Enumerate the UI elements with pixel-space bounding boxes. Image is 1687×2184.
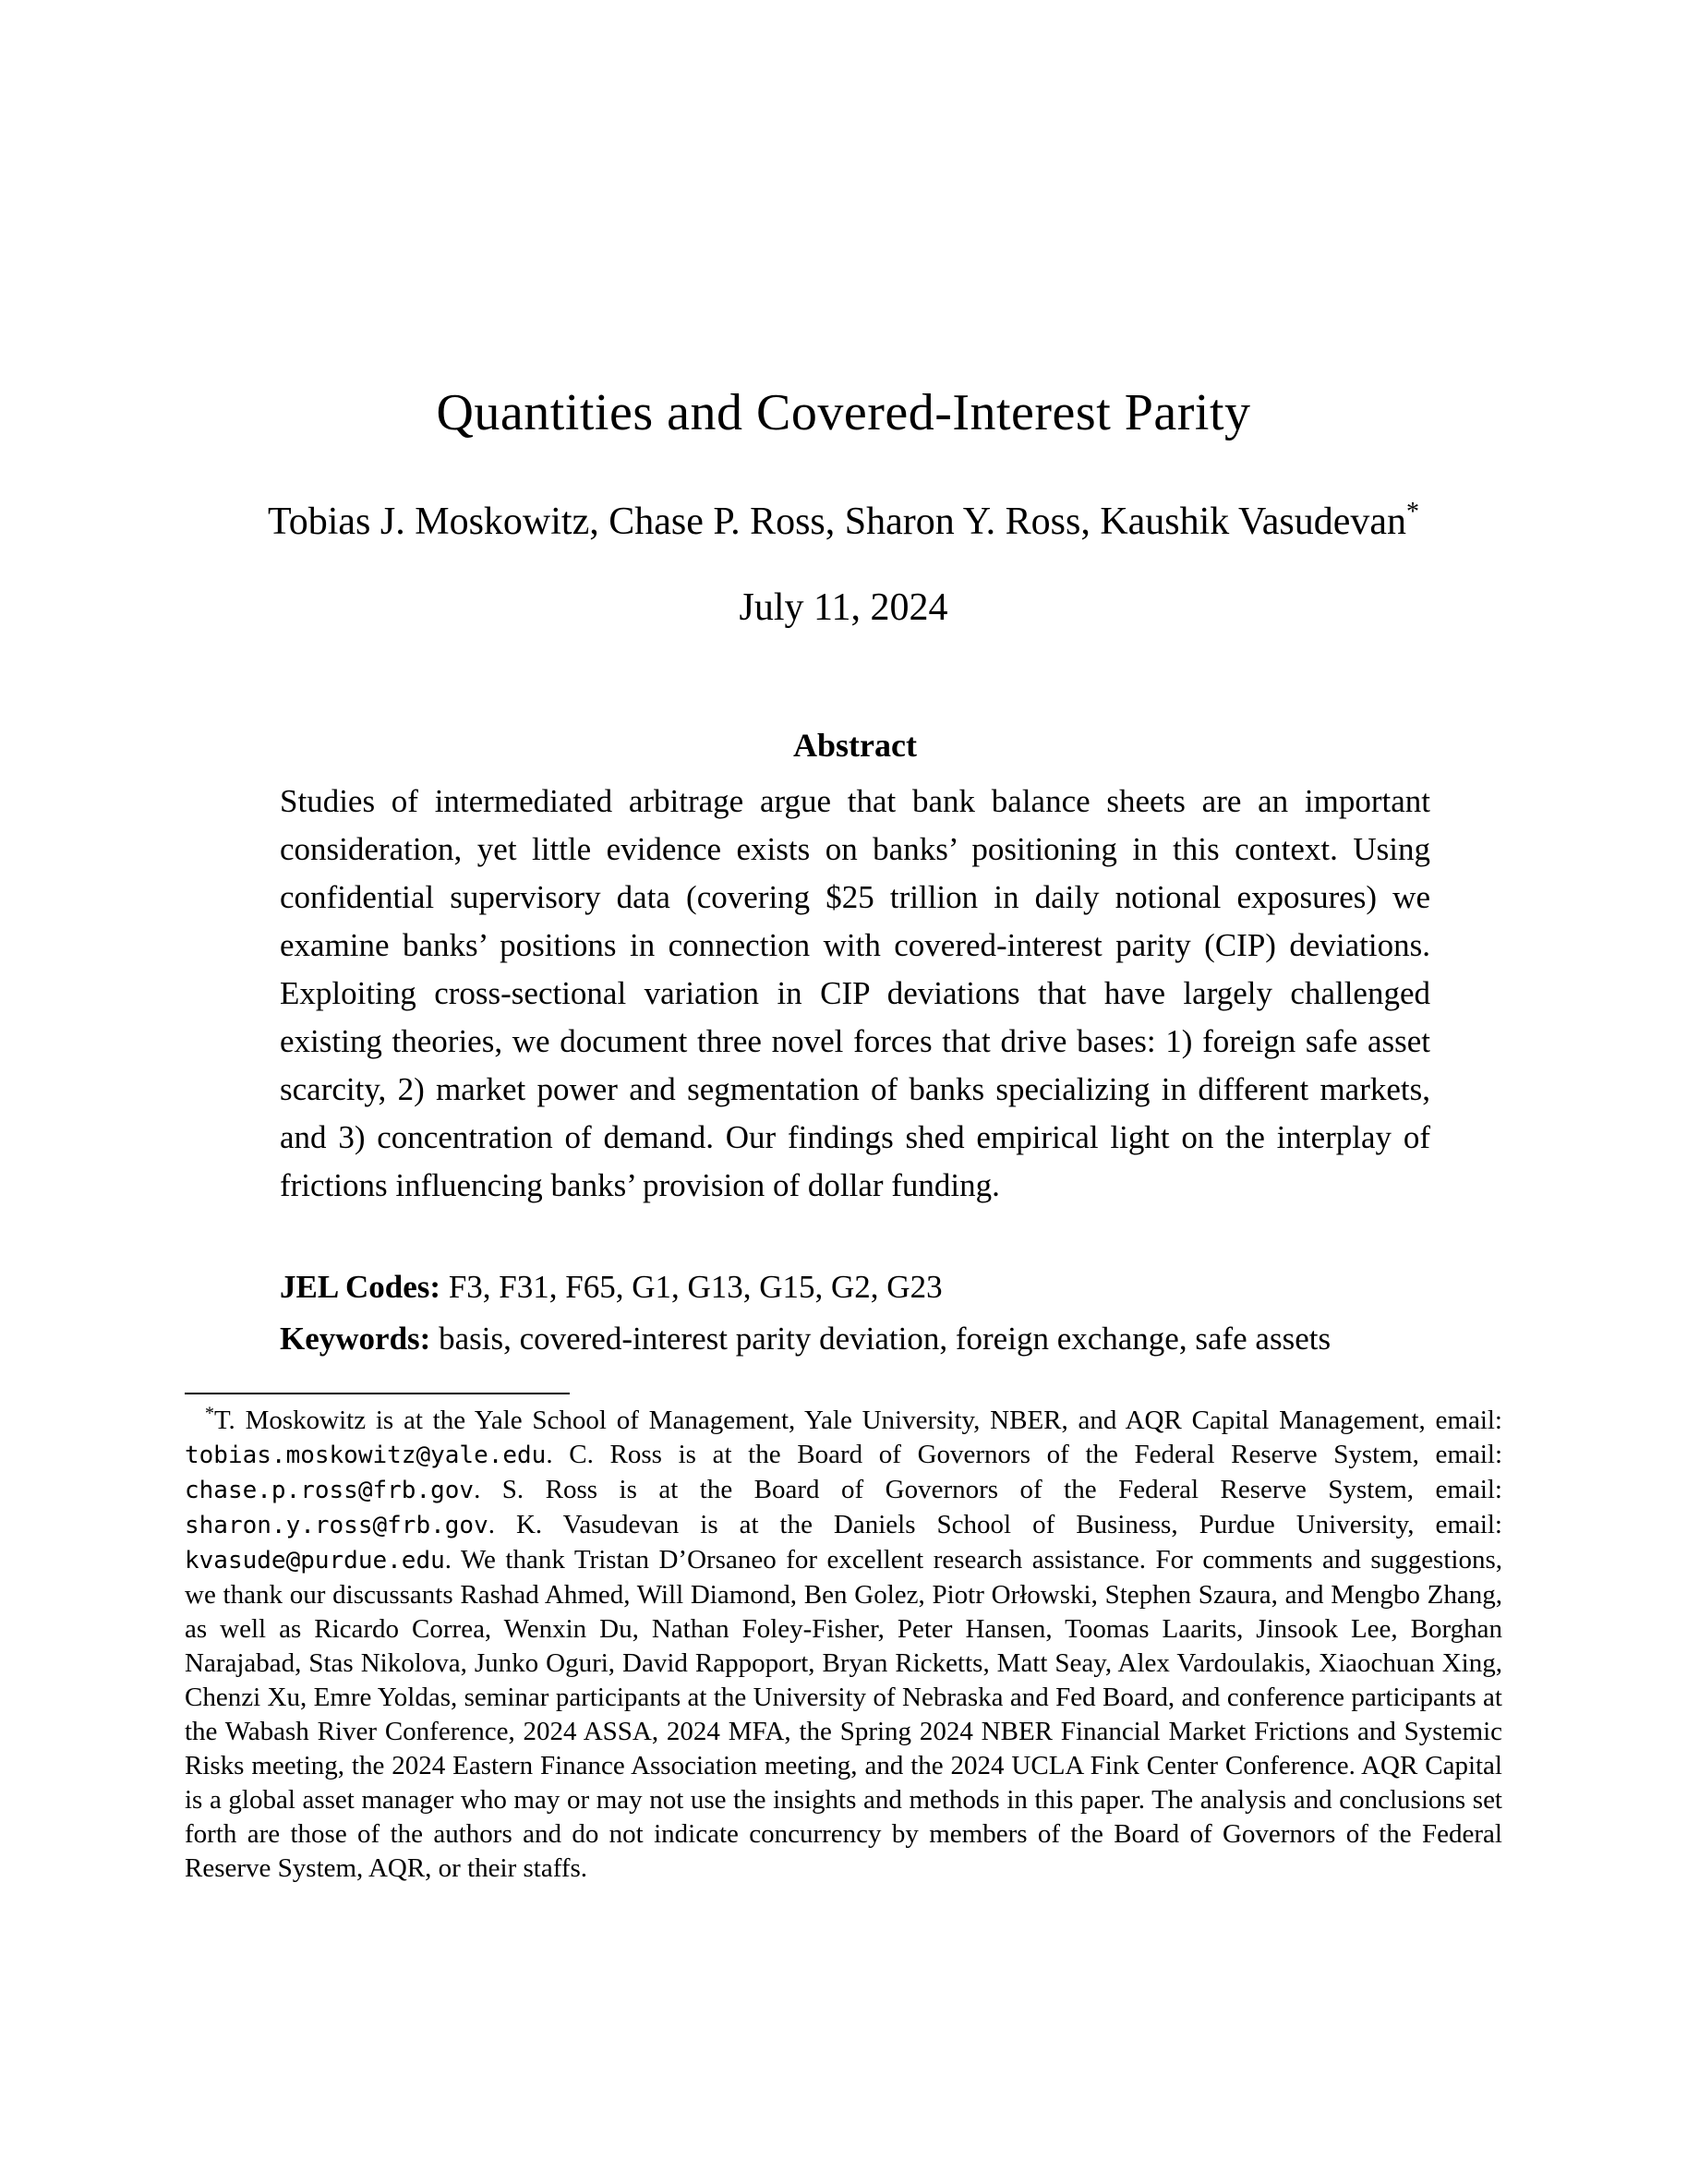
jel-codes-label: JEL Codes: (280, 1269, 441, 1305)
footnote-segment: . S. Ross is at the Board of Governors of the Federal Reserve System, email: (474, 1475, 1502, 1504)
footnote-rule (185, 1393, 570, 1394)
footnote (185, 1404, 1502, 1886)
keywords-value: basis, covered-interest parity deviation, foreign exchange, safe assets (439, 1321, 1332, 1357)
author-line (0, 500, 1687, 544)
paper-date: July 11, 2024 (739, 586, 948, 629)
footnote-segment: . C. Ross is at the Board of Governors of the Federal Reserve System, email: (546, 1440, 1502, 1469)
keywords-line (280, 1319, 1430, 1359)
author-footnote-marker: * (1406, 498, 1419, 526)
author-names: Tobias J. Moskowitz, Chase P. Ross, Sharon Y. Ross, Kaushik Vasudevan (268, 501, 1406, 543)
jel-codes-line (280, 1267, 1430, 1308)
footnote-email: kvasude@purdue.edu (185, 1547, 445, 1575)
abstract-text: Studies of intermediated arbitrage argue that bank balance sheets are an important consideration, yet little evidence exists on banks’ positioning in this context. Using confidential supervisory data (covering $25 trillion in daily notional exposures) we examine banks’ positions in connection with covered-interest parity (CIP) deviations. Exploiting cross-sectional variation in CIP deviations that have largely challenged existing theories, we document three novel forces that drive bases: 1) foreign safe asset scarcity, 2) market power and segmentation of banks specializing in different markets, and 3) concentration of demand. Our findings shed empirical light on the interplay of frictions influencing banks’ provision of dollar funding. (280, 783, 1430, 1203)
keywords-label: Keywords: (280, 1321, 431, 1357)
jel-codes-value: F3, F31, F65, G1, G13, G15, G2, G23 (448, 1269, 943, 1305)
footnote-segment: . K. Vasudevan is at the Daniels School of Business, Purdue University, email: (488, 1510, 1502, 1539)
abstract-section (280, 726, 1430, 1210)
footnote-email: chase.p.ross@frb.gov (185, 1477, 475, 1504)
footnote-email: sharon.y.ross@frb.gov (185, 1512, 488, 1539)
abstract-heading: Abstract (793, 727, 917, 764)
page-title: Quantities and Covered-Interest Parity (436, 384, 1251, 441)
footnote-segment: . We thank Tristan D’Orsaneo for excellent research assistance. For comments and suggestions, we thank our discussants Rashad Ahmed, Will Diamond, Ben Golez, Piotr Orłowski, Stephen Szaura, and Mengbo Zhang, as well as Ricardo Correa, Wenxin Du, Nathan Foley-Fisher, Peter Hansen, Toomas Laarits, Jinsook Lee, Borghan Narajabad, Stas Nikolova, Junko Oguri, David Rappoport, Bryan Ricketts, Matt Seay, Alex Vardoulakis, Xiaochuan Xing, Chenzi Xu, Emre Yoldas, seminar participants at the University of Nebraska and Fed Board, and conference participants at the Wabash River Conference, 2024 ASSA, 2024 MFA, the Spring 2024 NBER Financial Market Frictions and Systemic Risks meeting, the 2024 Eastern Finance Association meeting, and the 2024 UCLA Fink Center Conference. AQR Capital is a global asset manager who may or may not use the insights and methods in this paper. The analysis and conclusions set forth are those of the authors and do not indicate concurrency by members of the Board of Governors of the Federal Reserve System, AQR, or their staffs. (185, 1545, 1502, 1883)
footnote-marker: * (205, 1403, 214, 1424)
footnote-email: tobias.moskowitz@yale.edu (185, 1442, 547, 1469)
footnote-segment: T. Moskowitz is at the Yale School of Management, Yale University, NBER, and AQR Capital Management, email: (214, 1406, 1502, 1435)
footnote-text (185, 1406, 1502, 1883)
